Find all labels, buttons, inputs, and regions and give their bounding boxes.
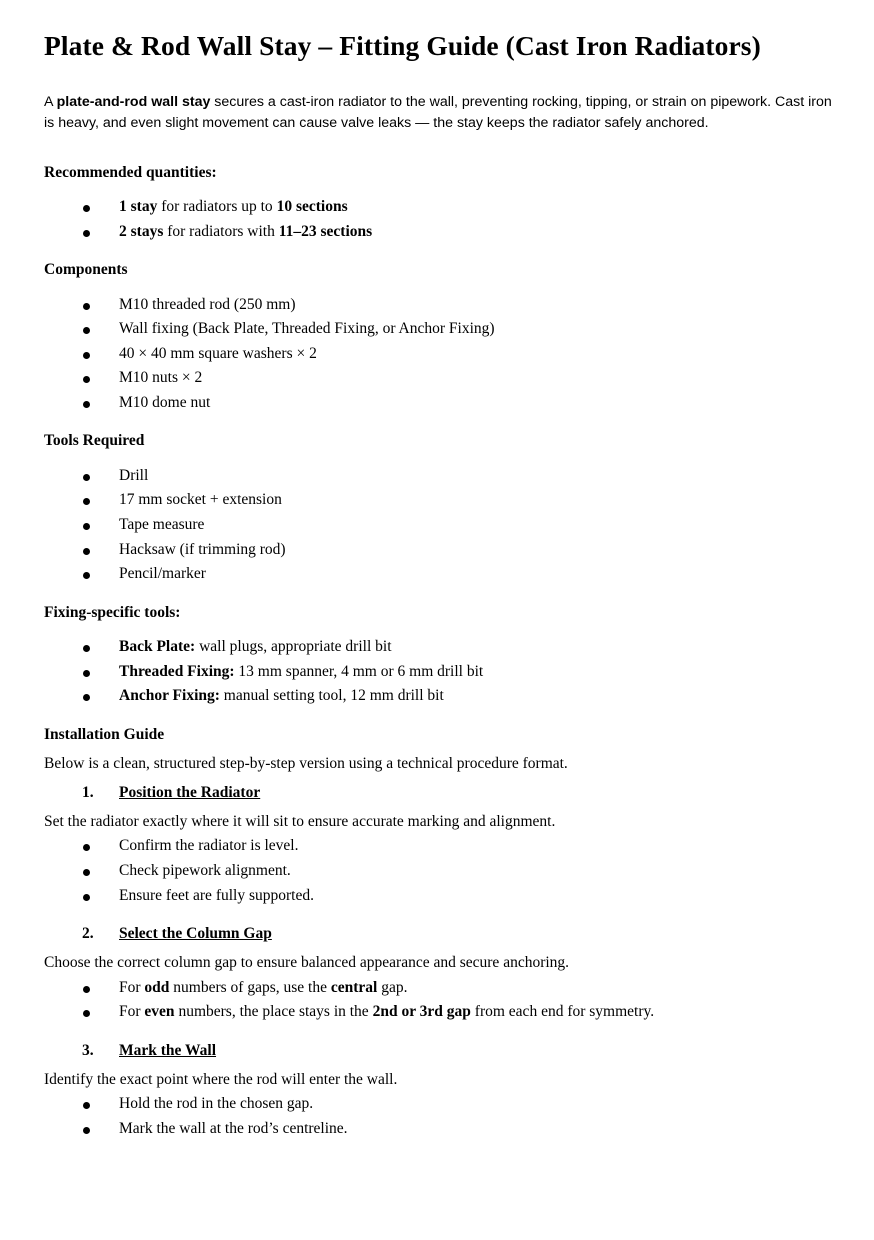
list-item: 17 mm socket + extension [0, 491, 870, 513]
step-description: Identify the exact point where the rod will enter the wall. [44, 1071, 398, 1088]
list-item: M10 threaded rod (250 mm) [0, 296, 870, 318]
bullet-icon [83, 498, 90, 505]
list-item: Anchor Fixing: manual setting tool, 12 mm drill bit [0, 687, 870, 709]
step-description: Set the radiator exactly where it will sit to ensure accurate marking and alignment. [44, 813, 556, 830]
list-item: For even numbers, the place stays in the 2nd or 3rd gap from each end for symmetry. [0, 1003, 870, 1025]
installation-heading: Installation Guide [44, 726, 165, 743]
list-item: Hold the rod in the chosen gap. [0, 1095, 870, 1117]
bullet-icon [83, 205, 90, 212]
intro-text: A [44, 94, 57, 110]
list-item: Mark the wall at the rod’s centreline. [0, 1120, 870, 1142]
list-item: Back Plate: wall plugs, appropriate drill bit [0, 638, 870, 660]
list-item: Wall fixing (Back Plate, Threaded Fixing, or Anchor Fixing) [0, 320, 870, 342]
intro-text-rest: secures a cast-iron radiator to the wall, preventing rocking, tipping, or strain on pipework. Cast iron is heavy, and even slight movement can cause valve leaks — the stay keeps the radiator safely anchored. [44, 94, 832, 131]
list-item: Tape measure [0, 516, 870, 538]
bullet-icon [83, 230, 90, 237]
bullet-icon [83, 376, 90, 383]
bullet-icon [83, 670, 90, 677]
bullet-icon [83, 523, 90, 530]
list-item: Pencil/marker [0, 565, 870, 587]
step-heading [0, 925, 870, 947]
list-item: For odd numbers of gaps, use the central gap. [0, 979, 870, 1001]
bullet-icon [83, 352, 90, 359]
components-heading: Components [44, 261, 128, 278]
step-title: Position the Radiator [119, 784, 261, 801]
list-item: Confirm the radiator is level. [0, 837, 870, 859]
bullet-icon [83, 548, 90, 555]
bullet-icon [83, 1127, 90, 1134]
list-item: 2 stays for radiators with 11–23 sections [0, 223, 870, 245]
step-heading [0, 784, 870, 806]
bullet-icon [83, 572, 90, 579]
bullet-icon [83, 303, 90, 310]
list-item: M10 nuts × 2 [0, 369, 870, 391]
fixing-tools-heading: Fixing-specific tools: [44, 604, 181, 621]
document-title: Plate & Rod Wall Stay – Fitting Guide (Cast Iron Radiators) [44, 30, 761, 61]
tools-heading: Tools Required [44, 432, 145, 449]
intro-bold-term: plate-and-rod wall stay [56, 94, 211, 110]
installation-intro: Below is a clean, structured step-by-step version using a technical procedure format. [44, 755, 568, 772]
list-item: Check pipework alignment. [0, 862, 870, 884]
bullet-icon [83, 694, 90, 701]
bullet-icon [83, 1102, 90, 1109]
step-number: 1. [82, 784, 94, 801]
bullet-icon [83, 474, 90, 481]
bullet-icon [83, 327, 90, 334]
bullet-icon [83, 1010, 90, 1017]
bullet-icon [83, 645, 90, 652]
bullet-icon [83, 401, 90, 408]
list-item: Hacksaw (if trimming rod) [0, 541, 870, 563]
step-number: 3. [82, 1042, 94, 1059]
list-item: Drill [0, 467, 870, 489]
intro-paragraph [44, 92, 834, 133]
bullet-icon [83, 986, 90, 993]
list-item: Ensure feet are fully supported. [0, 887, 870, 909]
step-title: Mark the Wall [119, 1042, 217, 1059]
step-description: Choose the correct column gap to ensure balanced appearance and secure anchoring. [44, 954, 570, 971]
step-title: Select the Column Gap [119, 925, 272, 942]
list-item: 1 stay for radiators up to 10 sections [0, 198, 870, 220]
quantities-heading: Recommended quantities: [44, 164, 217, 181]
step-heading [0, 1042, 870, 1064]
list-item: Threaded Fixing: 13 mm spanner, 4 mm or 6 mm drill bit [0, 663, 870, 685]
bullet-icon [83, 844, 90, 851]
bullet-icon [83, 869, 90, 876]
bullet-icon [83, 894, 90, 901]
step-number: 2. [82, 925, 94, 942]
list-item: 40 × 40 mm square washers × 2 [0, 345, 870, 367]
list-item: M10 dome nut [0, 394, 870, 416]
